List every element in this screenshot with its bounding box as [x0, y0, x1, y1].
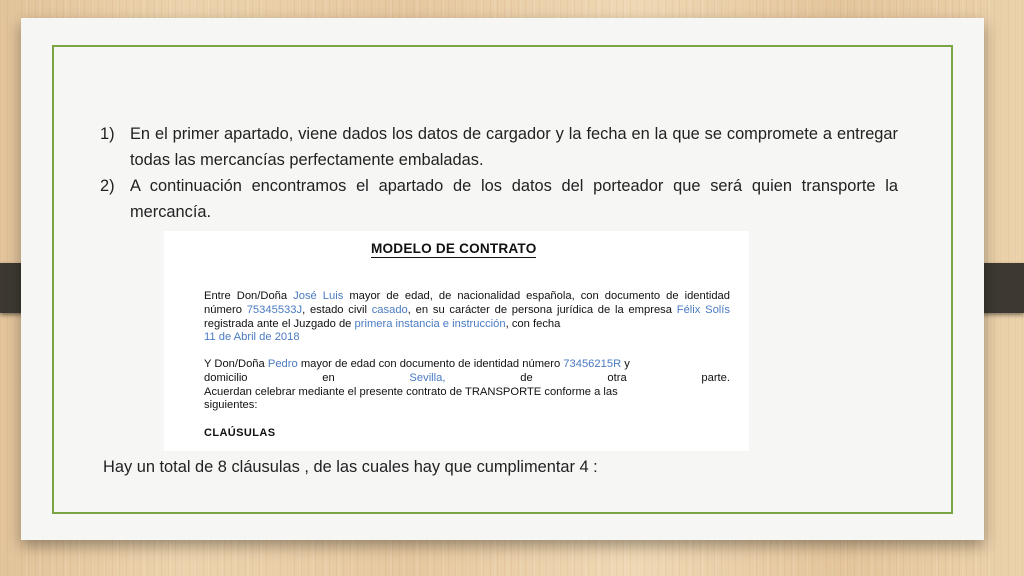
contract-paragraph-1	[204, 290, 730, 345]
carrier-name: Pedro	[267, 358, 298, 370]
numbered-list	[100, 121, 898, 225]
text: de	[520, 371, 533, 384]
carrier-city: Sevilla,	[409, 371, 446, 384]
list-item	[100, 121, 898, 173]
text: en	[322, 371, 335, 384]
company-name: Félix Solís	[676, 303, 730, 316]
contract-image	[164, 231, 749, 451]
shipper-name: José Luis	[293, 290, 344, 302]
text: mayor de edad con documento de identidad número	[297, 358, 564, 370]
text: , en su carácter de persona jurídica de la empresa	[407, 303, 677, 316]
text: , con fecha	[505, 317, 561, 330]
civil-status: casado	[371, 303, 408, 316]
clausulas-heading: CLAÚSULAS	[204, 427, 276, 439]
text: registrada ante el Juzgado de	[204, 317, 355, 330]
court-name: primera instancia e instrucción	[354, 317, 506, 330]
right-tab	[978, 263, 1024, 313]
list-item-text: En el primer apartado, viene dados los datos de cargador y la fecha en la que se compromete a entregar todas las mercancías perfectamente embaladas.	[130, 125, 898, 169]
contract-date: 11 de Abril de 2018	[204, 331, 300, 344]
address-line	[204, 372, 730, 386]
text: otra	[607, 371, 627, 384]
text: mayor de edad, de nacionalidad española, con documento de identidad número	[204, 290, 730, 316]
text: parte.	[701, 371, 730, 384]
agreement-line-end: siguientes:	[204, 399, 258, 412]
text: Y Don/Doña	[204, 358, 268, 370]
shipper-id: 75345533J	[246, 303, 303, 316]
agreement-line: Acuerdan celebrar mediante el presente contrato de TRANSPORTE conforme a las	[204, 385, 618, 398]
summary-text: Hay un total de 8 cláusulas , de las cuales hay que cumplimentar 4 :	[103, 458, 598, 476]
list-item	[100, 173, 898, 225]
list-item-text: A continuación encontramos el apartado de los datos del porteador que será quien transporte la mercancía.	[130, 177, 898, 221]
text: domicilio	[204, 371, 248, 384]
text: y	[621, 358, 630, 370]
contract-paragraph-2	[204, 358, 730, 413]
list-item-number: 1)	[100, 125, 115, 143]
carrier-id: 73456215R	[563, 358, 622, 370]
contract-title: MODELO DE CONTRATO	[371, 241, 537, 256]
list-item-number: 2)	[100, 177, 115, 195]
text: , estado civil	[302, 303, 372, 316]
text: Entre Don/Doña	[204, 290, 294, 302]
